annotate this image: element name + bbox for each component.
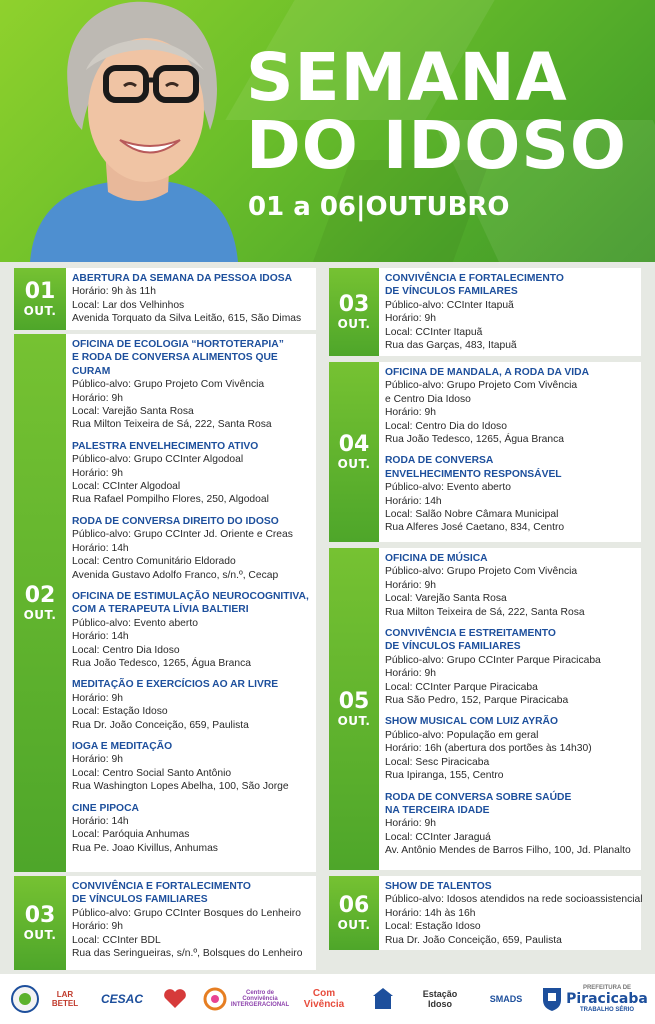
day-badge: 03 OUT. bbox=[14, 876, 66, 970]
event-detail: Local: Sesc Piracicaba bbox=[385, 756, 490, 768]
event-detail: Local: Centro Dia Idoso bbox=[72, 644, 180, 656]
event-list bbox=[72, 272, 301, 334]
event-detail: Horário: 9h bbox=[72, 692, 123, 704]
event-detail: Horário: 16h (abertura dos portões às 14h30) bbox=[385, 743, 592, 755]
event-item bbox=[72, 590, 316, 670]
day-badge: 01 OUT. bbox=[14, 268, 66, 330]
header-banner bbox=[0, 0, 655, 262]
event-detail: Local: Estação Idoso bbox=[72, 706, 168, 718]
event-title: IOGA E MEDITAÇÃO bbox=[72, 740, 173, 752]
event-title: ABERTURA DA SEMANA DA PESSOA IDOSA bbox=[72, 273, 293, 284]
event-title: RODA DE CONVERSA SOBRE SAÚDE NA TERCEIRA IDADE bbox=[385, 791, 572, 816]
event-list bbox=[385, 272, 564, 360]
event-item bbox=[385, 552, 631, 619]
event-title: OFICINA DE ESTIMULAÇÃO NEUROCOGNITIVA, COM A TERAPEUTA LÍVIA BALTIERI bbox=[72, 590, 309, 616]
event-list bbox=[72, 880, 302, 968]
day-card-04 bbox=[329, 362, 641, 542]
day-card-03-left bbox=[14, 876, 316, 970]
event-item bbox=[72, 740, 316, 794]
event-detail: Local: Paróquia Anhumas bbox=[72, 829, 190, 841]
event-item bbox=[385, 627, 631, 707]
heart-badge-logo bbox=[160, 982, 190, 1016]
intergeracional-logo: Centro de Convivência INTERGERACIONAL bbox=[230, 990, 290, 1008]
event-detail: Rua Ipiranga, 155, Centro bbox=[385, 770, 504, 782]
event-detail: Horário: 9h bbox=[385, 407, 436, 419]
event-item bbox=[385, 715, 631, 782]
smads-logo: SMADS bbox=[489, 994, 523, 1004]
event-item bbox=[385, 880, 643, 947]
lar-betel-logo: LAR BETEL bbox=[51, 990, 79, 1008]
event-detail: Horário: 14h bbox=[385, 495, 442, 507]
event-detail: Local: Varejão Santa Rosa bbox=[385, 593, 507, 605]
event-detail: Local: CCInter Algodoal bbox=[72, 481, 181, 493]
event-detail: Horário: 9h bbox=[385, 579, 436, 591]
event-detail: Horário: 9h bbox=[385, 818, 436, 830]
event-detail: Avenida Torquato da Silva Leitão, 615, São Dimas bbox=[72, 313, 302, 325]
event-title: PALESTRA ENVELHECIMENTO ATIVO bbox=[72, 440, 259, 452]
event-list bbox=[385, 552, 631, 866]
event-detail: Rua Rafael Pompilho Flores, 250, Algodoal bbox=[72, 494, 269, 506]
event-detail: Horário: 14h às 16h bbox=[385, 907, 476, 919]
event-detail: Horário: 14h bbox=[72, 542, 129, 554]
event-detail: Horário: 9h bbox=[72, 754, 123, 766]
event-title: RODA DE CONVERSA DIREITO DO IDOSO bbox=[72, 515, 279, 527]
elderly-woman-photo bbox=[20, 0, 240, 262]
page-title: SEMANA DO IDOSO bbox=[246, 39, 627, 184]
event-detail: Rua Alferes José Caetano, 834, Centro bbox=[385, 522, 565, 534]
event-detail: Rua Pe. Joao Kivillus, Anhumas bbox=[72, 842, 218, 854]
day-card-05 bbox=[329, 548, 641, 870]
event-item bbox=[385, 272, 564, 352]
event-detail: Público-alvo: Grupo CCInter Algodoal bbox=[72, 454, 244, 466]
event-item bbox=[72, 678, 316, 732]
event-detail: Local: Salão Nobre Câmara Municipal bbox=[385, 509, 559, 521]
event-title: RODA DE CONVERSA ENVELHECIMENTO RESPONSÁVEL bbox=[385, 455, 562, 480]
event-title: OFICINA DE MÚSICA bbox=[385, 553, 488, 564]
event-title: MEDITAÇÃO E EXERCÍCIOS AO AR LIVRE bbox=[72, 679, 279, 691]
event-detail: Local: Centro Comunitário Eldorado bbox=[72, 556, 236, 568]
flower-logo bbox=[202, 982, 228, 1016]
event-detail: Público-alvo: Grupo CCInter Bosques do Lenheiro bbox=[72, 907, 301, 919]
event-detail: Público-alvo: População em geral bbox=[385, 729, 539, 741]
event-detail: Local: CCInter Itapuã bbox=[385, 326, 483, 338]
day-badge: 04 OUT. bbox=[329, 362, 379, 542]
event-list bbox=[385, 366, 589, 543]
event-detail: Horário: 9h bbox=[385, 313, 436, 325]
event-detail: Rua Milton Teixeira de Sá, 222, Santa Rosa bbox=[385, 606, 585, 618]
event-detail: Público-alvo: Evento aberto bbox=[72, 617, 198, 629]
day-card-03-right bbox=[329, 268, 641, 356]
sponsor-footer bbox=[0, 974, 655, 1024]
event-detail: Rua João Tedesco, 1265, Água Branca bbox=[72, 657, 251, 669]
event-detail: Rua Dr. João Conceição, 659, Paulista bbox=[385, 934, 562, 946]
event-detail: Público-alvo: Grupo Projeto Com Vivência bbox=[385, 380, 578, 392]
event-detail: Rua Washington Lopes Abelha, 100, São Jorge bbox=[72, 781, 289, 793]
day-badge: 03 OUT. bbox=[329, 268, 379, 356]
event-item bbox=[385, 454, 589, 534]
event-item bbox=[385, 366, 589, 446]
day-card-06 bbox=[329, 876, 641, 950]
event-detail: Público-alvo: Grupo Projeto Com Vivência bbox=[385, 566, 578, 578]
event-detail: Público-alvo: Grupo CCInter Jd. Oriente e Creas bbox=[72, 529, 293, 541]
day-card-01 bbox=[14, 268, 316, 330]
schedule-area bbox=[0, 262, 655, 974]
event-detail: Local: CCInter BDL bbox=[72, 934, 161, 946]
event-detail: Rua das Seringueiras, s/n.º, Bolsques do Lenheiro bbox=[72, 948, 303, 960]
event-detail: Público-alvo: CCInter Itapuã bbox=[385, 299, 514, 311]
event-item bbox=[72, 440, 316, 507]
piracicaba-crest-icon bbox=[540, 982, 564, 1016]
event-detail: Rua João Tedesco, 1265, Água Branca bbox=[385, 434, 564, 446]
event-dates: 01 a 06|OUTUBRO bbox=[248, 192, 510, 222]
city-emblem-logo bbox=[368, 982, 398, 1016]
estacao-idoso-logo: Estação Idoso bbox=[422, 989, 458, 1009]
event-detail: Público-alvo: Idosos atendidos na rede socioassistencial bbox=[385, 894, 643, 906]
event-detail: Rua Dr. João Conceição, 659, Paulista bbox=[72, 719, 249, 731]
cesac-logo: CESAC bbox=[100, 992, 143, 1006]
event-list bbox=[72, 338, 316, 863]
event-title: CINE PIPOCA bbox=[72, 802, 139, 814]
event-detail: Local: Centro Social Santo Antônio bbox=[72, 767, 232, 779]
event-detail: Público-alvo: Evento aberto bbox=[385, 482, 511, 494]
event-list bbox=[385, 880, 643, 955]
day-badge: 05 OUT. bbox=[329, 548, 379, 870]
event-detail: Horário: 9h bbox=[385, 668, 436, 680]
event-item bbox=[72, 338, 316, 432]
event-item bbox=[72, 802, 316, 856]
event-detail: Horário: 9h bbox=[72, 467, 123, 479]
event-detail: Local: CCInter Jaraguá bbox=[385, 831, 491, 843]
event-detail: Avenida Gustavo Adolfo Franco, s/n.º, Cecap bbox=[72, 569, 279, 581]
event-detail: Horário: 9h bbox=[72, 921, 123, 933]
event-detail: Local: CCInter Parque Piracicaba bbox=[385, 681, 538, 693]
prefeitura-piracicaba-logo: PREFEITURA DE Piracicaba TRABALHO SÉRIO bbox=[566, 985, 648, 1013]
event-detail: Rua Milton Teixeira de Sá, 222, Santa Rosa bbox=[72, 419, 272, 431]
event-title: SHOW MUSICAL COM LUIZ AYRÃO bbox=[385, 716, 558, 728]
event-title: CONVIVÊNCIA E FORTALECIMENTO DE VÍNCULOS FAMILIARES bbox=[72, 881, 251, 906]
event-item bbox=[72, 515, 316, 582]
event-title: CONVIVÊNCIA E ESTREITAMENTO DE VÍNCULOS FAMILIARES bbox=[385, 628, 556, 653]
event-detail: e Centro Dia Idoso bbox=[385, 393, 471, 405]
event-title: CONVIVÊNCIA E FORTALECIMENTO DE VÍNCULOS FAMILARES bbox=[385, 273, 564, 298]
event-detail: Horário: 14h bbox=[72, 631, 129, 643]
event-title: SHOW DE TALENTOS bbox=[385, 881, 492, 892]
event-detail: Local: Lar dos Velhinhos bbox=[72, 299, 185, 311]
event-detail: Horário: 14h bbox=[72, 816, 129, 827]
event-detail: Rua das Garças, 483, Itapuã bbox=[385, 340, 517, 352]
com-vivencia-logo: Com Vivência bbox=[303, 988, 345, 1010]
event-item bbox=[385, 791, 631, 858]
event-title: OFICINA DE ECOLOGIA “HORTOTERAPIA” E RODA DE CONVERSA ALIMENTOS QUE CURAM bbox=[72, 339, 284, 377]
event-title: OFICINA DE MANDALA, A RODA DA VIDA bbox=[385, 367, 590, 378]
seal-logo bbox=[10, 982, 40, 1016]
event-detail: Horário: 9h às 11h bbox=[72, 286, 156, 298]
event-detail: Av. Antônio Mendes de Barros Filho, 100, Jd. Planalto bbox=[385, 845, 631, 857]
day-badge: 02 OUT. bbox=[14, 334, 66, 872]
event-detail: Local: Estação Idoso bbox=[385, 921, 481, 933]
event-detail: Local: Centro Dia do Idoso bbox=[385, 420, 507, 432]
event-detail: Público-alvo: Grupo Projeto Com Vivência bbox=[72, 379, 265, 391]
event-item bbox=[72, 880, 302, 960]
day-badge: 06 OUT. bbox=[329, 876, 379, 950]
event-item bbox=[72, 272, 301, 326]
day-card-02 bbox=[14, 334, 316, 872]
event-detail: Público-alvo: Grupo CCInter Parque Piracicaba bbox=[385, 654, 601, 666]
event-detail: Horário: 9h bbox=[72, 392, 123, 404]
event-detail: Local: Varejão Santa Rosa bbox=[72, 406, 194, 418]
event-detail: Rua São Pedro, 152, Parque Piracicaba bbox=[385, 695, 569, 707]
